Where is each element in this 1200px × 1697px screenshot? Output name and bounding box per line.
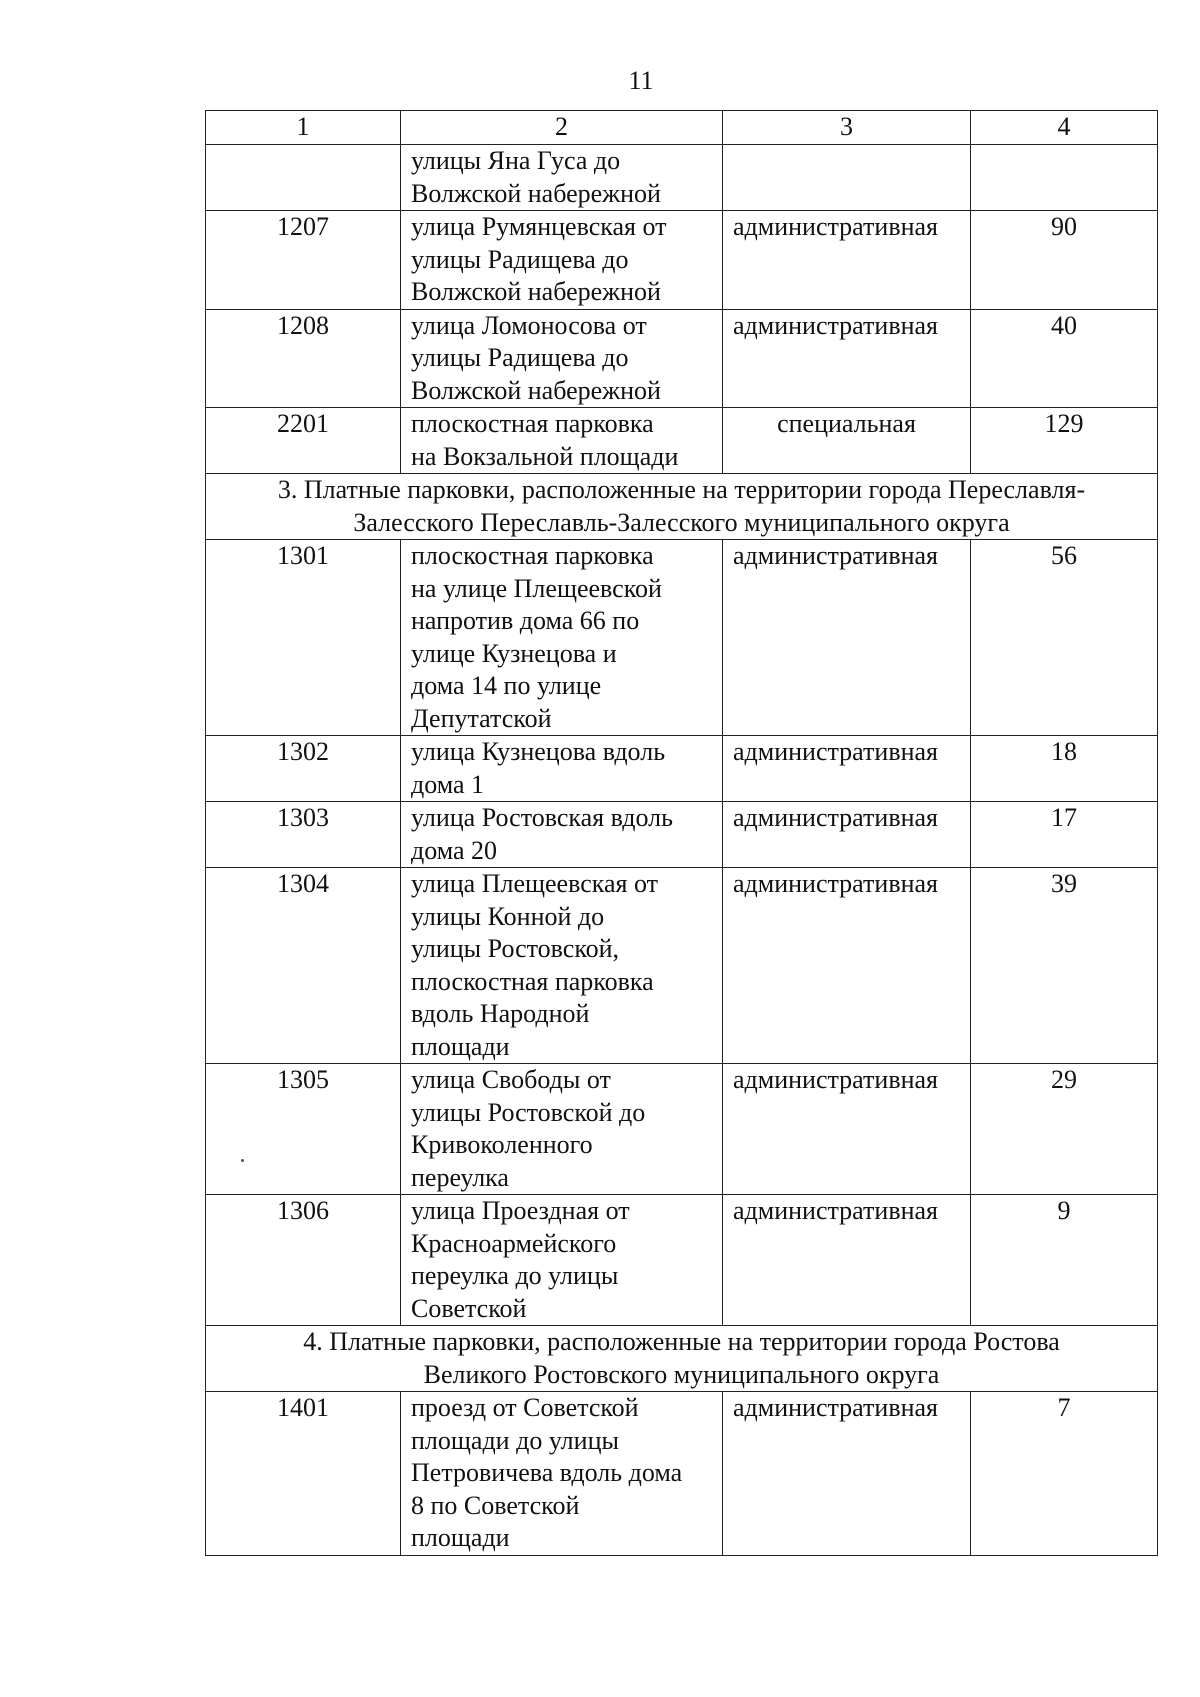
location-line: Волжской набережной (411, 375, 661, 405)
parking-type: административная (723, 1392, 971, 1556)
location-line: переулка (411, 1162, 509, 1192)
parking-spaces-count (971, 145, 1158, 211)
parking-location (401, 408, 723, 474)
location-line: улицы Радищева до (411, 343, 629, 372)
parking-type: административная (723, 540, 971, 736)
location-line: улицы Ростовской, (411, 934, 620, 963)
location-line: Петровичева вдоль дома (411, 1458, 683, 1487)
section-heading-line: Залесского Переславль-Залесского муниципального округа (353, 507, 1010, 537)
location-line: улице Кузнецова и (411, 638, 617, 668)
location-line: Красноармейского (411, 1228, 617, 1258)
column-header-location: 2 (401, 111, 723, 145)
page-number: 11 (628, 66, 654, 95)
table-row (206, 736, 1158, 802)
location-line: улица Румянцевская от (411, 212, 667, 241)
parking-spaces-count: 56 (971, 540, 1158, 736)
table-header-row (206, 111, 1158, 145)
parking-spaces-count: 7 (971, 1392, 1158, 1556)
parking-location (401, 736, 723, 802)
column-header-number: 1 (206, 111, 401, 145)
section-heading-row (206, 1326, 1158, 1392)
table-row (206, 1195, 1158, 1326)
parking-number (206, 145, 401, 211)
parking-location (401, 868, 723, 1064)
parking-type: административная (723, 802, 971, 868)
table-row (206, 211, 1158, 310)
parking-spaces-count: 40 (971, 309, 1158, 408)
parking-location (401, 1195, 723, 1326)
parking-number: 1303 (206, 802, 401, 868)
location-line: на улице Плещеевской (411, 573, 662, 603)
parking-location (401, 145, 723, 211)
parking-number: 1306 (206, 1195, 401, 1326)
location-line: плоскостная парковка (411, 966, 654, 996)
location-line: улицы Радищева до (411, 244, 629, 274)
parking-spaces-count: 9 (971, 1195, 1158, 1326)
parking-type (723, 145, 971, 211)
location-line: проезд от Советской (411, 1393, 639, 1422)
location-line: на Вокзальной площади (411, 441, 679, 471)
location-line: улица Кузнецова вдоль (411, 737, 666, 766)
location-line: улица Проездная от (411, 1196, 630, 1225)
parking-number: 1208 (206, 309, 401, 408)
scan-speck (241, 1159, 244, 1162)
parking-location (401, 1392, 723, 1556)
section-heading-line: 4. Платные парковки, расположенные на территории города Ростова (303, 1327, 1060, 1356)
parking-spaces-count: 90 (971, 211, 1158, 310)
location-line: дома 1 (411, 769, 485, 799)
parking-type: административная (723, 736, 971, 802)
location-line: плоскостная парковка (411, 541, 654, 570)
parking-number: 1305 (206, 1064, 401, 1195)
table-row (206, 540, 1158, 736)
column-header-type: 3 (723, 111, 971, 145)
parking-location (401, 211, 723, 310)
location-line: улицы Ростовской до (411, 1097, 646, 1127)
parking-location (401, 802, 723, 868)
parking-location (401, 540, 723, 736)
location-line: дома 20 (411, 835, 498, 865)
parking-number: 1301 (206, 540, 401, 736)
location-line: плоскостная парковка (411, 409, 654, 438)
table-row (206, 1064, 1158, 1195)
section-heading-row (206, 474, 1158, 540)
parking-type: специальная (723, 408, 971, 474)
parking-spaces-count: 29 (971, 1064, 1158, 1195)
location-line: 8 по Советской (411, 1490, 580, 1520)
location-line: улицы Конной до (411, 901, 605, 931)
section-heading-line: Великого Ростовского муниципального округа (423, 1359, 940, 1389)
location-line: напротив дома 66 по (411, 606, 640, 635)
parking-number: 2201 (206, 408, 401, 474)
section-heading (206, 474, 1158, 540)
section-heading-line: 3. Платные парковки, расположенные на территории города Переславля- (277, 475, 1086, 504)
location-line: Кривоколенного (411, 1130, 593, 1159)
parking-spaces-count: 129 (971, 408, 1158, 474)
parking-spaces-count: 18 (971, 736, 1158, 802)
table-row (206, 309, 1158, 408)
location-line: улица Плещеевская от (411, 869, 659, 898)
parking-type: административная (723, 211, 971, 310)
parking-number: 1304 (206, 868, 401, 1064)
location-line: улица Ростовская вдоль (411, 803, 673, 832)
section-heading (206, 1326, 1158, 1392)
parking-number: 1302 (206, 736, 401, 802)
location-line: Волжской набережной (411, 277, 661, 306)
parking-spaces-count: 17 (971, 802, 1158, 868)
parking-number: 1207 (206, 211, 401, 310)
parking-type: административная (723, 868, 971, 1064)
location-line: Депутатской (411, 703, 552, 733)
parking-type: административная (723, 1195, 971, 1326)
table-row (206, 145, 1158, 211)
location-line: площади до улицы (411, 1425, 619, 1455)
parking-spaces-count: 39 (971, 868, 1158, 1064)
location-line: дома 14 по улице (411, 671, 602, 700)
table-row (206, 802, 1158, 868)
parking-location (401, 309, 723, 408)
location-line: площади (411, 1031, 510, 1061)
location-line: Волжской набережной (411, 178, 661, 208)
location-line: переулка до улицы (411, 1261, 619, 1290)
table-body (206, 145, 1158, 1556)
location-line: улица Ломоносова от (411, 310, 647, 340)
location-line: улицы Яна Гуса до (411, 146, 621, 175)
location-line: Советской (411, 1293, 527, 1323)
column-header-count: 4 (971, 111, 1158, 145)
parking-number: 1401 (206, 1392, 401, 1556)
table-row (206, 1392, 1158, 1556)
parking-type: административная (723, 309, 971, 408)
parking-type: административная (723, 1064, 971, 1195)
table-row (206, 408, 1158, 474)
location-line: улица Свободы от (411, 1065, 611, 1094)
table-row (206, 868, 1158, 1064)
parking-location (401, 1064, 723, 1195)
parking-table (205, 110, 1158, 1556)
location-line: площади (411, 1523, 510, 1552)
location-line: вдоль Народной (411, 999, 590, 1028)
